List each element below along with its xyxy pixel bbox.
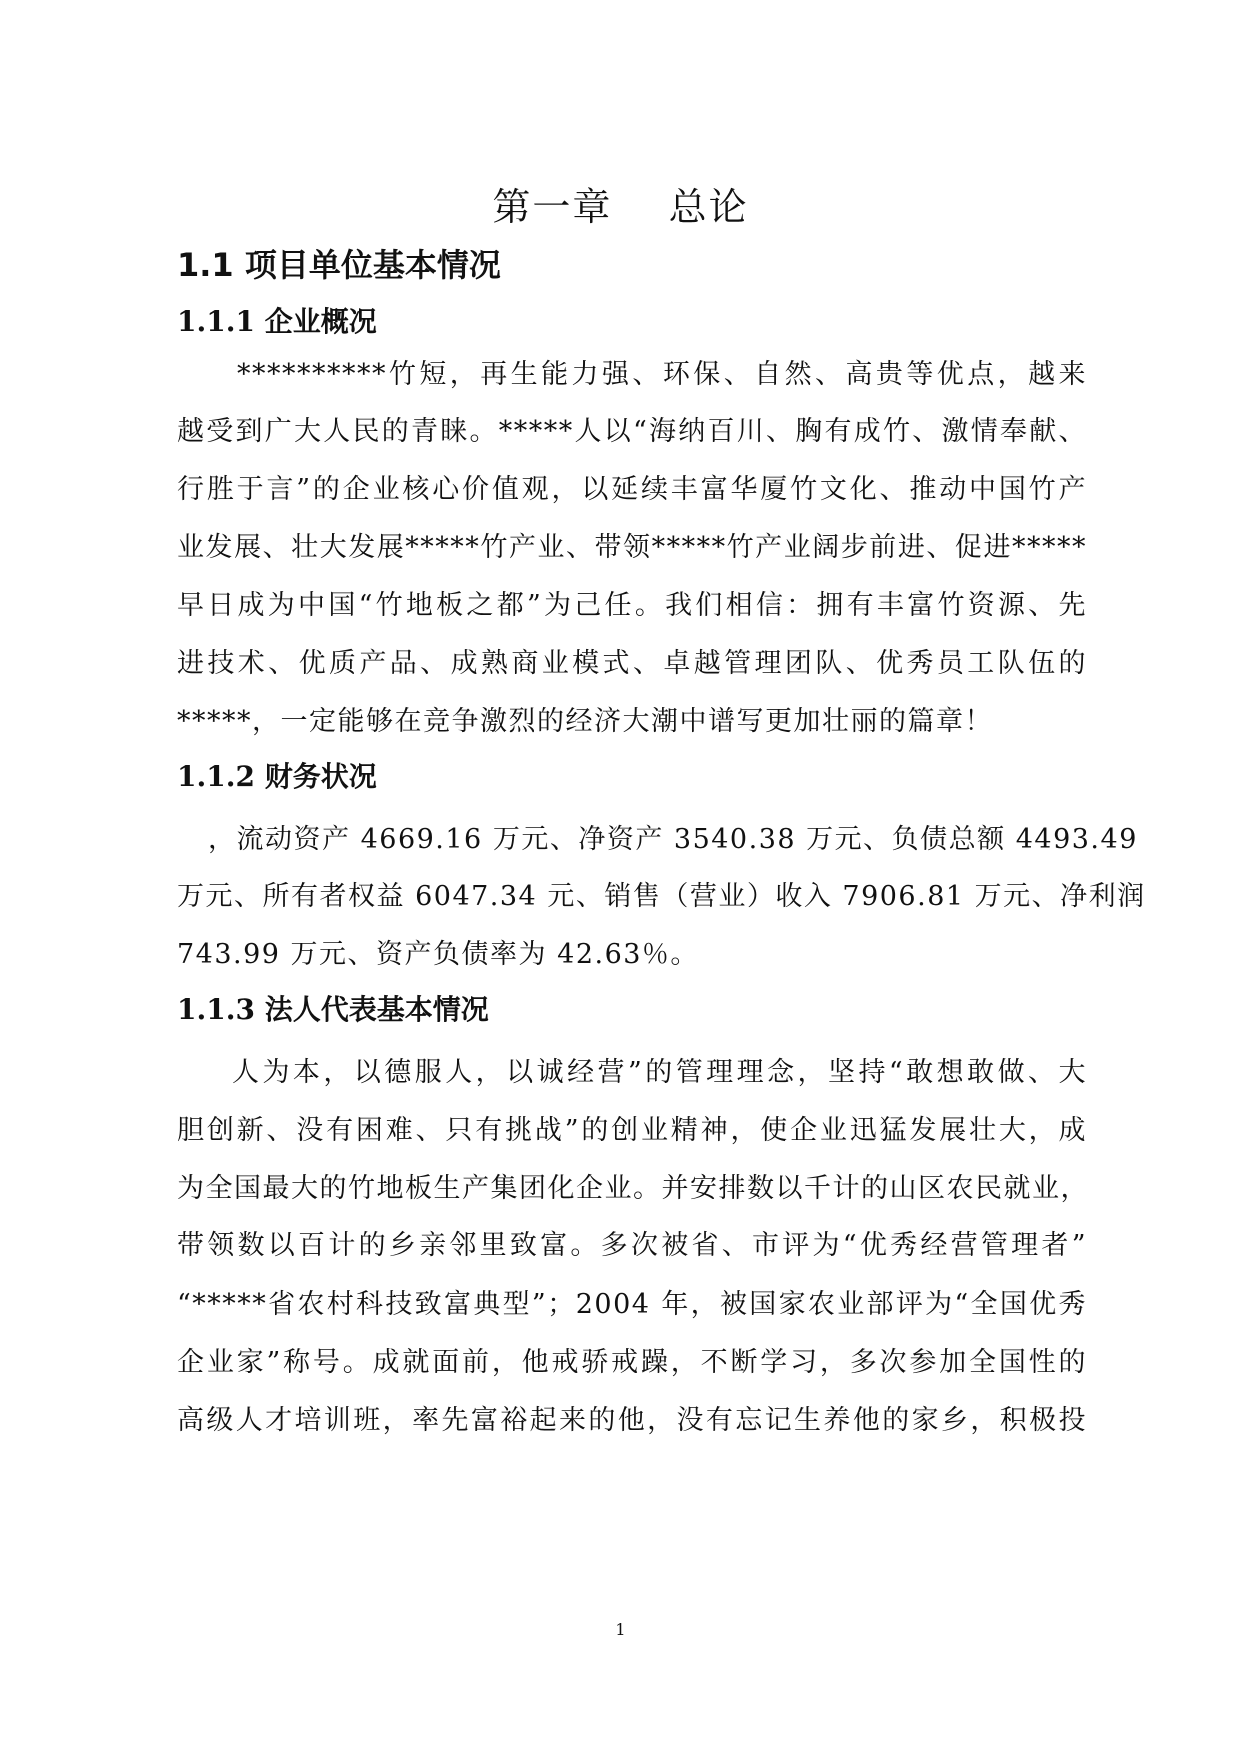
subsection-heading-1-1-3: 1.1.3 法人代表基本情况: [177, 993, 489, 1026]
paragraph-line: 人为本，以德服人，以诚经营”的管理理念，坚持“敢想敢做、大: [232, 1057, 1087, 1088]
paragraph-line: 为全国最大的竹地板生产集团化企业。并安排数以千计的山区农民就业，: [177, 1173, 1089, 1204]
paragraph-line: 胆创新、没有困难、只有挑战”的创业精神，使企业迅猛发展壮大，成: [177, 1115, 1087, 1146]
paragraph-line: 早日成为中国“竹地板之都”为己任。我们相信：拥有丰富竹资源、先: [177, 590, 1087, 621]
paragraph-line: 带领数以百计的乡亲邻里致富。多次被省、市评为“优秀经营管理者”: [177, 1230, 1087, 1261]
subsection-heading-1-1-2: 1.1.2 财务状况: [177, 760, 377, 793]
paragraph-line: 业发展、壮大发展*****竹产业、带领*****竹产业阔步前进、促进*****: [177, 532, 1087, 563]
paragraph-line: 行胜于言”的企业核心价值观，以延续丰富华厦竹文化、推动中国竹产: [177, 474, 1087, 505]
paragraph-line: *****，一定能够在竞争激烈的经济大潮中谱写更加壮丽的篇章！: [177, 706, 993, 737]
paragraph-line: 万元、所有者权益 6047.34 元、销售（营业）收入 7906.81 万元、净利润: [177, 881, 1146, 912]
paragraph-line: “*****省农村科技致富典型”；2004 年，被国家农业部评为“全国优秀: [177, 1289, 1087, 1320]
paragraph-line: **********竹短，再生能力强、环保、自然、高贵等优点，越来: [237, 359, 1087, 390]
paragraph-line: ，流动资产 4669.16 万元、净资产 3540.38 万元、负债总额 4493.49: [208, 824, 1138, 855]
chapter-title: 第一章 总论: [492, 185, 749, 229]
paragraph-line: 企业家”称号。成就面前，他戒骄戒躁，不断学习，多次参加全国性的: [177, 1347, 1087, 1378]
page-number: 1: [615, 1620, 626, 1639]
subsection-heading-1-1-1: 1.1.1 企业概况: [177, 305, 377, 338]
paragraph-line: 进技术、优质产品、成熟商业模式、卓越管理团队、优秀员工队伍的: [177, 648, 1087, 679]
section-heading-1-1: 1.1 项目单位基本情况: [177, 246, 501, 284]
paragraph-line: 高级人才培训班，率先富裕起来的他，没有忘记生养他的家乡，积极投: [177, 1405, 1087, 1436]
paragraph-line: 743.99 万元、资产负债率为 42.63％。: [177, 939, 699, 970]
paragraph-line: 越受到广大人民的青睐。*****人以“海纳百川、胸有成竹、激情奉献、: [177, 416, 1087, 447]
